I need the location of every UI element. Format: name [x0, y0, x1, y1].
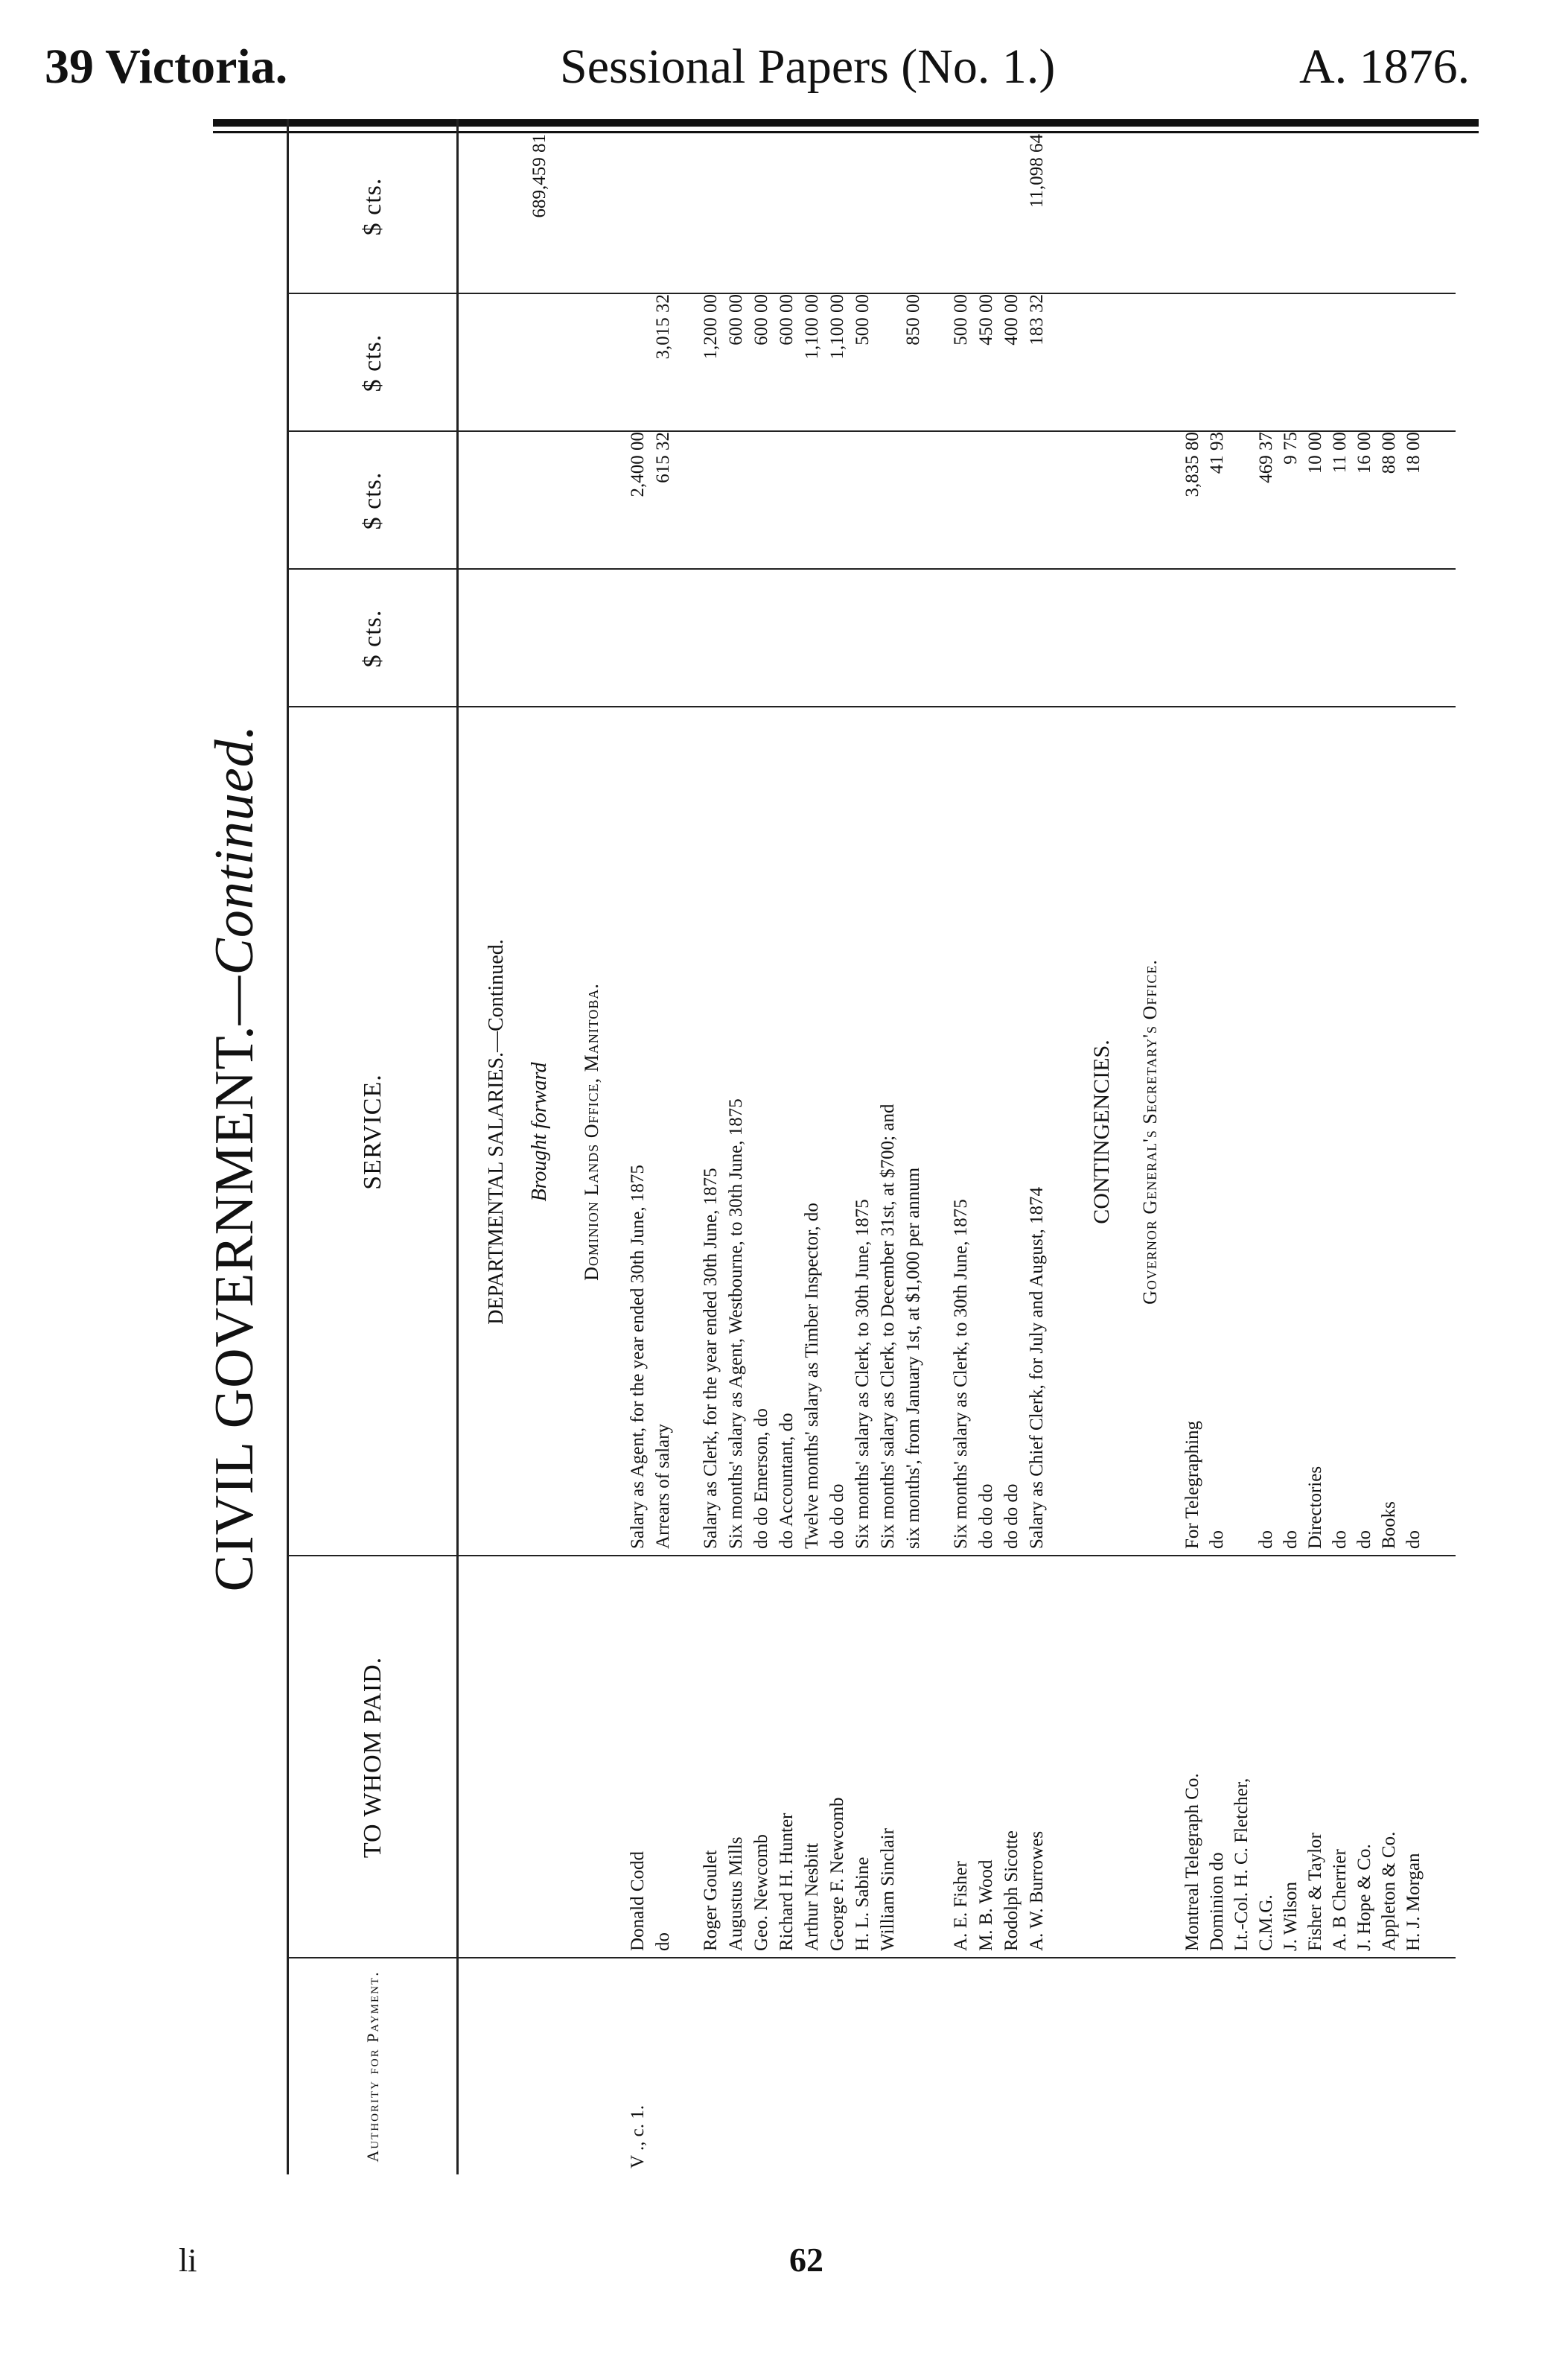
header-session: 39 Victoria.	[45, 39, 288, 94]
col-service: SERVICE.	[289, 706, 456, 1556]
rotated-table-page	[194, 112, 1459, 2204]
table-row	[651, 119, 675, 2174]
amount-cell: 500 00	[951, 294, 971, 346]
service-cell: do Accountant, do	[777, 1413, 797, 1549]
payee-cell: Roger Goulet	[701, 1850, 721, 1951]
amount-cell: 600 00	[777, 294, 797, 346]
table-row	[949, 119, 973, 2174]
table-row	[1401, 119, 1426, 2174]
payee-cell: Richard H. Hunter	[777, 1813, 797, 1951]
section-contingencies: CONTINGENCIES.	[1089, 1040, 1114, 1224]
col-amount-3: $ cts.	[289, 293, 456, 432]
service-cell: do do Emerson, do	[751, 1408, 771, 1549]
table-row	[724, 119, 748, 2174]
amount-cell: 3,835 80	[1182, 432, 1202, 497]
accounts-table	[287, 119, 1456, 2174]
section-departmental: DEPARTMENTAL SALARIES.—Continued.	[485, 939, 508, 1325]
amount-cell: 3,015 32	[653, 294, 673, 360]
service-cell: Salary as Agent, for the year ended 30th June, 1875	[628, 1165, 648, 1549]
amount-cell: 1,200 00	[701, 294, 721, 360]
payee-cell: Lt.-Col. H. C. Fletcher,	[1231, 1778, 1252, 1951]
table-row	[876, 119, 900, 2174]
table-row	[1328, 119, 1352, 2174]
amount-cell: 500 00	[852, 294, 873, 346]
amount-cell: 18 00	[1403, 432, 1424, 474]
payee-cell: Dominion do	[1207, 1852, 1227, 1951]
table-row	[1205, 119, 1229, 2174]
amount-cell: 400 00	[1001, 294, 1022, 346]
table-title	[194, 112, 275, 2204]
table-row	[1377, 119, 1401, 2174]
amount-cell: 850 00	[903, 294, 923, 346]
service-cell: Arrears of salary	[653, 1424, 673, 1549]
amount-cell: 10 00	[1305, 432, 1325, 474]
service-cell: do do do	[976, 1483, 996, 1549]
payee-cell: do	[653, 1932, 673, 1951]
section-governor-general: Governor General's Secretary's Office.	[1139, 959, 1161, 1305]
table-row	[999, 119, 1024, 2174]
service-cell: do	[1256, 1530, 1276, 1549]
payee-cell: H. L. Sabine	[852, 1856, 873, 1951]
service-cell: Books	[1379, 1501, 1399, 1549]
payee-cell: A. W. Burrowes	[1027, 1830, 1047, 1951]
table-row	[1180, 119, 1205, 2174]
amount-cell: 1,100 00	[802, 294, 822, 360]
amount-cell: 11,098 64	[1027, 134, 1047, 209]
service-cell: do	[1281, 1530, 1301, 1549]
payee-cell: M. B. Wood	[976, 1859, 996, 1951]
payee-cell: Appleton & Co.	[1379, 1831, 1399, 1951]
side-mark: li	[179, 2242, 197, 2279]
amount-cell: 600 00	[751, 294, 771, 346]
payee-cell: Donald Codd	[628, 1850, 648, 1951]
amount-cell: 88 00	[1379, 432, 1399, 474]
amount-cell: 16 00	[1354, 432, 1374, 474]
col-amount-4: $ cts.	[358, 177, 386, 236]
payee-cell: Arthur Nesbitt	[802, 1842, 822, 1951]
brought-forward-label: Brought forward	[528, 1062, 551, 1202]
payee-cell: Fisher & Taylor	[1305, 1833, 1325, 1951]
amount-cell: 2,400 00	[628, 432, 648, 497]
amount-cell: 615 32	[653, 432, 673, 483]
amount-cell: 450 00	[976, 294, 996, 346]
payee-cell: J. Wilson	[1281, 1882, 1301, 1951]
service-cell: do	[1330, 1530, 1350, 1549]
amount-cell: 183 32	[1027, 294, 1047, 346]
amount-cell: 9 75	[1281, 432, 1301, 465]
table-row	[1278, 119, 1303, 2174]
service-cell: do do do	[1001, 1483, 1022, 1549]
service-cell: Directories	[1305, 1466, 1325, 1549]
payee-cell: A. E. Fisher	[951, 1861, 971, 1951]
payee-cell: C.M.G.	[1256, 1894, 1276, 1951]
authority-cell: V ., c. 1.	[628, 2105, 648, 2168]
payee-cell: George F. Newcomb	[827, 1797, 847, 1951]
table-row	[800, 119, 824, 2174]
payee-cell: J. Hope & Co.	[1354, 1844, 1374, 1951]
page-number: 62	[789, 2241, 823, 2279]
service-cell: For Telegraphing	[1182, 1420, 1202, 1549]
payee-cell: Augustus Mills	[726, 1836, 746, 1951]
header-year: A. 1876.	[1299, 39, 1470, 94]
brought-forward-row	[527, 119, 552, 2174]
service-cell: Six months' salary as Agent, Westbourne, to 30th June, 1875	[726, 1098, 746, 1549]
service-cell: Six months' salary as Clerk, to December 31st, at $700; and	[878, 1104, 898, 1549]
payee-cell: Geo. Newcomb	[751, 1834, 771, 1951]
amount-cell: 469 37	[1256, 432, 1276, 483]
payee-cell: William Sinclair	[878, 1828, 898, 1951]
amount-cell: 41 93	[1207, 432, 1227, 474]
table-title-main: CIVIL GOVERNMENT.	[204, 1025, 265, 1592]
table-row	[901, 119, 925, 2174]
col-amount-2: $ cts.	[289, 430, 456, 570]
payee-cell: A. B Cherrier	[1330, 1849, 1350, 1951]
table-row	[698, 119, 723, 2174]
table-title-continued: —Continued.	[204, 724, 265, 1025]
service-cell: Six months' salary as Clerk, to 30th June, 1875	[852, 1199, 873, 1549]
service-cell: Twelve months' salary as Timber Inspector, do	[802, 1203, 822, 1549]
amount-cell: 1,100 00	[827, 294, 847, 360]
table-row	[625, 119, 650, 2174]
service-cell: do	[1354, 1530, 1374, 1549]
table-row	[1254, 119, 1278, 2174]
table-row	[974, 119, 998, 2174]
brought-forward-total: 689,459 81	[529, 134, 549, 218]
col-amount-1: $ cts.	[289, 568, 456, 707]
service-cell: do	[1207, 1530, 1227, 1549]
col-authority: Authority for Payment.	[289, 1957, 456, 2174]
col-to-whom: TO WHOM PAID.	[289, 1555, 456, 1958]
table-row	[749, 119, 774, 2174]
service-cell: six months', from January 1st, at $1,000 per annum	[903, 1167, 923, 1549]
amount-cell: 600 00	[726, 294, 746, 346]
payee-cell: Rodolph Sicotte	[1001, 1830, 1022, 1951]
table-row	[1303, 119, 1328, 2174]
table-row	[1024, 119, 1049, 2174]
amount-cell: 11 00	[1330, 432, 1350, 474]
section-dominion-lands: Dominion Lands Office, Manitoba.	[581, 983, 602, 1281]
payee-cell: H. J. Morgan	[1403, 1853, 1424, 1951]
service-cell: Salary as Clerk, for the year ended 30th June, 1875	[701, 1168, 721, 1549]
table-row	[1229, 119, 1254, 2174]
service-cell: do do do	[827, 1483, 847, 1549]
table-header	[287, 119, 459, 2174]
table-row	[850, 119, 875, 2174]
service-cell: Six months' salary as Clerk, to 30th June, 1875	[951, 1199, 971, 1549]
service-cell: do	[1403, 1530, 1424, 1549]
table-row	[1352, 119, 1377, 2174]
header-title: Sessional Papers (No. 1.)	[560, 39, 1056, 94]
service-cell: Salary as Chief Clerk, for July and August, 1874	[1027, 1186, 1047, 1549]
table-row	[774, 119, 799, 2174]
payee-cell: Montreal Telegraph Co.	[1182, 1773, 1202, 1951]
table-row	[825, 119, 850, 2174]
